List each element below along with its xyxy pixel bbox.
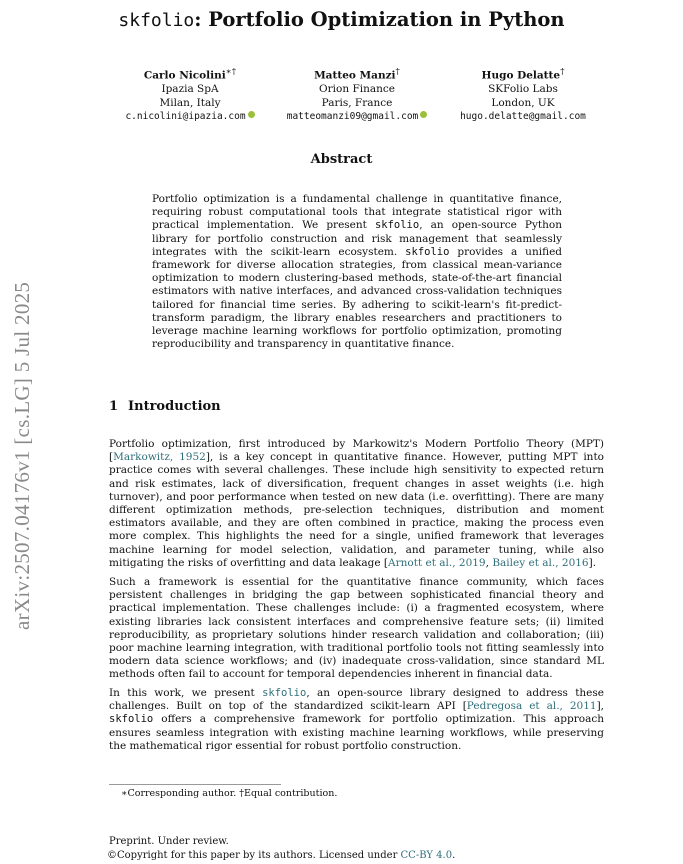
intro-paragraph-1 [109, 438, 604, 570]
copyright-text: . [452, 850, 456, 861]
citation-link[interactable]: Pedregosa et al., 2011 [466, 700, 597, 713]
abstract-code: skfolio [374, 219, 420, 232]
author-marks: † [395, 67, 400, 77]
abstract-heading: Abstract [310, 152, 373, 167]
paragraph-text: ]. [588, 556, 597, 569]
abstract-body [152, 193, 562, 351]
author-name: Matteo Manzi [314, 69, 396, 82]
author-email[interactable]: matteomanzi09@gmail.com [286, 111, 419, 122]
footnote: ∗Corresponding author. †Equal contribution. [121, 788, 338, 799]
paragraph-text: , an open-source library designed to address these challenges. Built on top of the standardized scikit-learn API [ [109, 687, 604, 713]
title-code: skfolio [118, 10, 195, 31]
abstract-text: Portfolio optimization is a fundamental challenge in quantitative finance, requiring robust computational tools that integrate statistical rigor with practical implementation. We present [152, 193, 562, 232]
author-org: SKFolio Labs [488, 83, 558, 95]
author-block-1 [115, 66, 265, 124]
abstract-code: skfolio [405, 245, 450, 258]
author-location: London, UK [491, 96, 555, 109]
paragraph-text: Portfolio optimization, first introduced by Markowitz's Modern Portfolio Theory (MPT) [ [109, 438, 604, 464]
intro-paragraph-3 [109, 687, 604, 753]
citation-link[interactable]: Arnott et al., 2019 [388, 556, 486, 569]
paragraph-text: In this work, we present [109, 687, 263, 699]
license-link[interactable]: CC-BY 4.0 [400, 850, 453, 861]
author-name: Carlo Nicolini [143, 69, 226, 82]
skfolio-link[interactable]: skfolio [262, 687, 307, 699]
author-name: Hugo Delatte [481, 69, 561, 82]
citation-link[interactable]: Bailey et al., 2016 [492, 556, 589, 569]
orcid-icon[interactable] [248, 111, 255, 118]
intro-paragraph-2: Such a framework is essential for the quantitative finance community, which faces persistent challenges in bridging the gap between sophisticated financial theory and practical implementation. These challenges include: (i) a fragmented ecosystem, where existing libraries lack consistent interfaces and comprehensive feature sets; (ii) limited reproducibility, as proprietary solutions hinder research validation and collaboration; (iii) poor machine learning integration, with traditional portfolio tools not fitting seamlessly into modern data science workflows; and (iv) inadequate cross-validation, since standard ML methods often fail to account for temporal dependencies inherent in financial data. [109, 576, 604, 681]
paper-title [0, 8, 683, 31]
copyright-text: ©Copyright for this paper by its authors. Licensed under [107, 850, 401, 861]
author-location: Milan, Italy [159, 96, 221, 109]
footnote-divider [109, 784, 281, 785]
title-text: : Portfolio Optimization in Python [194, 8, 565, 31]
author-email[interactable]: c.nicolini@ipazia.com [125, 111, 246, 122]
inline-code: skfolio [109, 713, 154, 726]
author-email[interactable]: hugo.delatte@gmail.com [460, 111, 586, 122]
author-block-3 [448, 66, 598, 124]
paragraph-text: ], [596, 700, 604, 713]
preprint-notice: Preprint. Under review. [109, 836, 229, 847]
section-title: Introduction [128, 399, 221, 414]
paragraph-text: ], is a key concept in quantitative finance. However, putting MPT into practice comes with several challenges. These include high sensitivity to expected return and risk estimates, lack of diversification, frequent changes in asset weights (i.e. high turnover), and poor performance when tested on new data (i.e. overfitting). There are many different optimization methods, pre-selection techniques, distribution and moment estimators available, and they are often combined in practice, making the process even more complex. This highlights the need for a single, unified framework that leverages machine learning for model selection, validation, and parameter tuning, while also mitigating the risks of overfitting and data leakage [ [109, 451, 604, 569]
author-block-2 [277, 66, 437, 124]
orcid-icon[interactable] [420, 111, 427, 118]
paragraph-text: , [485, 556, 493, 569]
author-org: Ipazia SpA [161, 83, 219, 95]
arxiv-identifier: arXiv:2507.04176v1 [cs.LG] 5 Jul 2025 [10, 281, 34, 630]
author-location: Paris, France [321, 96, 393, 109]
copyright-notice [107, 850, 455, 861]
author-marks: † [560, 67, 565, 77]
abstract-text: provides a unified framework for diverse allocation strategies, from classical mean-variance optimization to modern clustering-based methods, state-of-the-art financial estimators with native interfaces, and advanced cross-validation techniques tailored for financial time series. By adhering to scikit-learn's fit-predict-transform paradigm, the library enables researchers and practitioners to leverage machine learning workflows for portfolio optimization, promoting reproducibility and transparency in quantitative finance. [152, 245, 563, 351]
paragraph-text: offers a comprehensive framework for portfolio optimization. This approach ensures seamless integration with existing machine learning workflows, while preserving the mathematical rigor essential for robust portfolio construction. [109, 713, 604, 752]
citation-link[interactable]: Markowitz, 1952 [113, 451, 206, 464]
section-number: 1 [109, 399, 119, 414]
section-heading [109, 399, 221, 414]
abstract-text: , an open-source Python library for portfolio construction and risk management that seamlessly integrates with the scikit-learn ecosystem. [152, 219, 562, 258]
author-marks: ∗† [225, 67, 237, 77]
author-org: Orion Finance [319, 83, 395, 95]
